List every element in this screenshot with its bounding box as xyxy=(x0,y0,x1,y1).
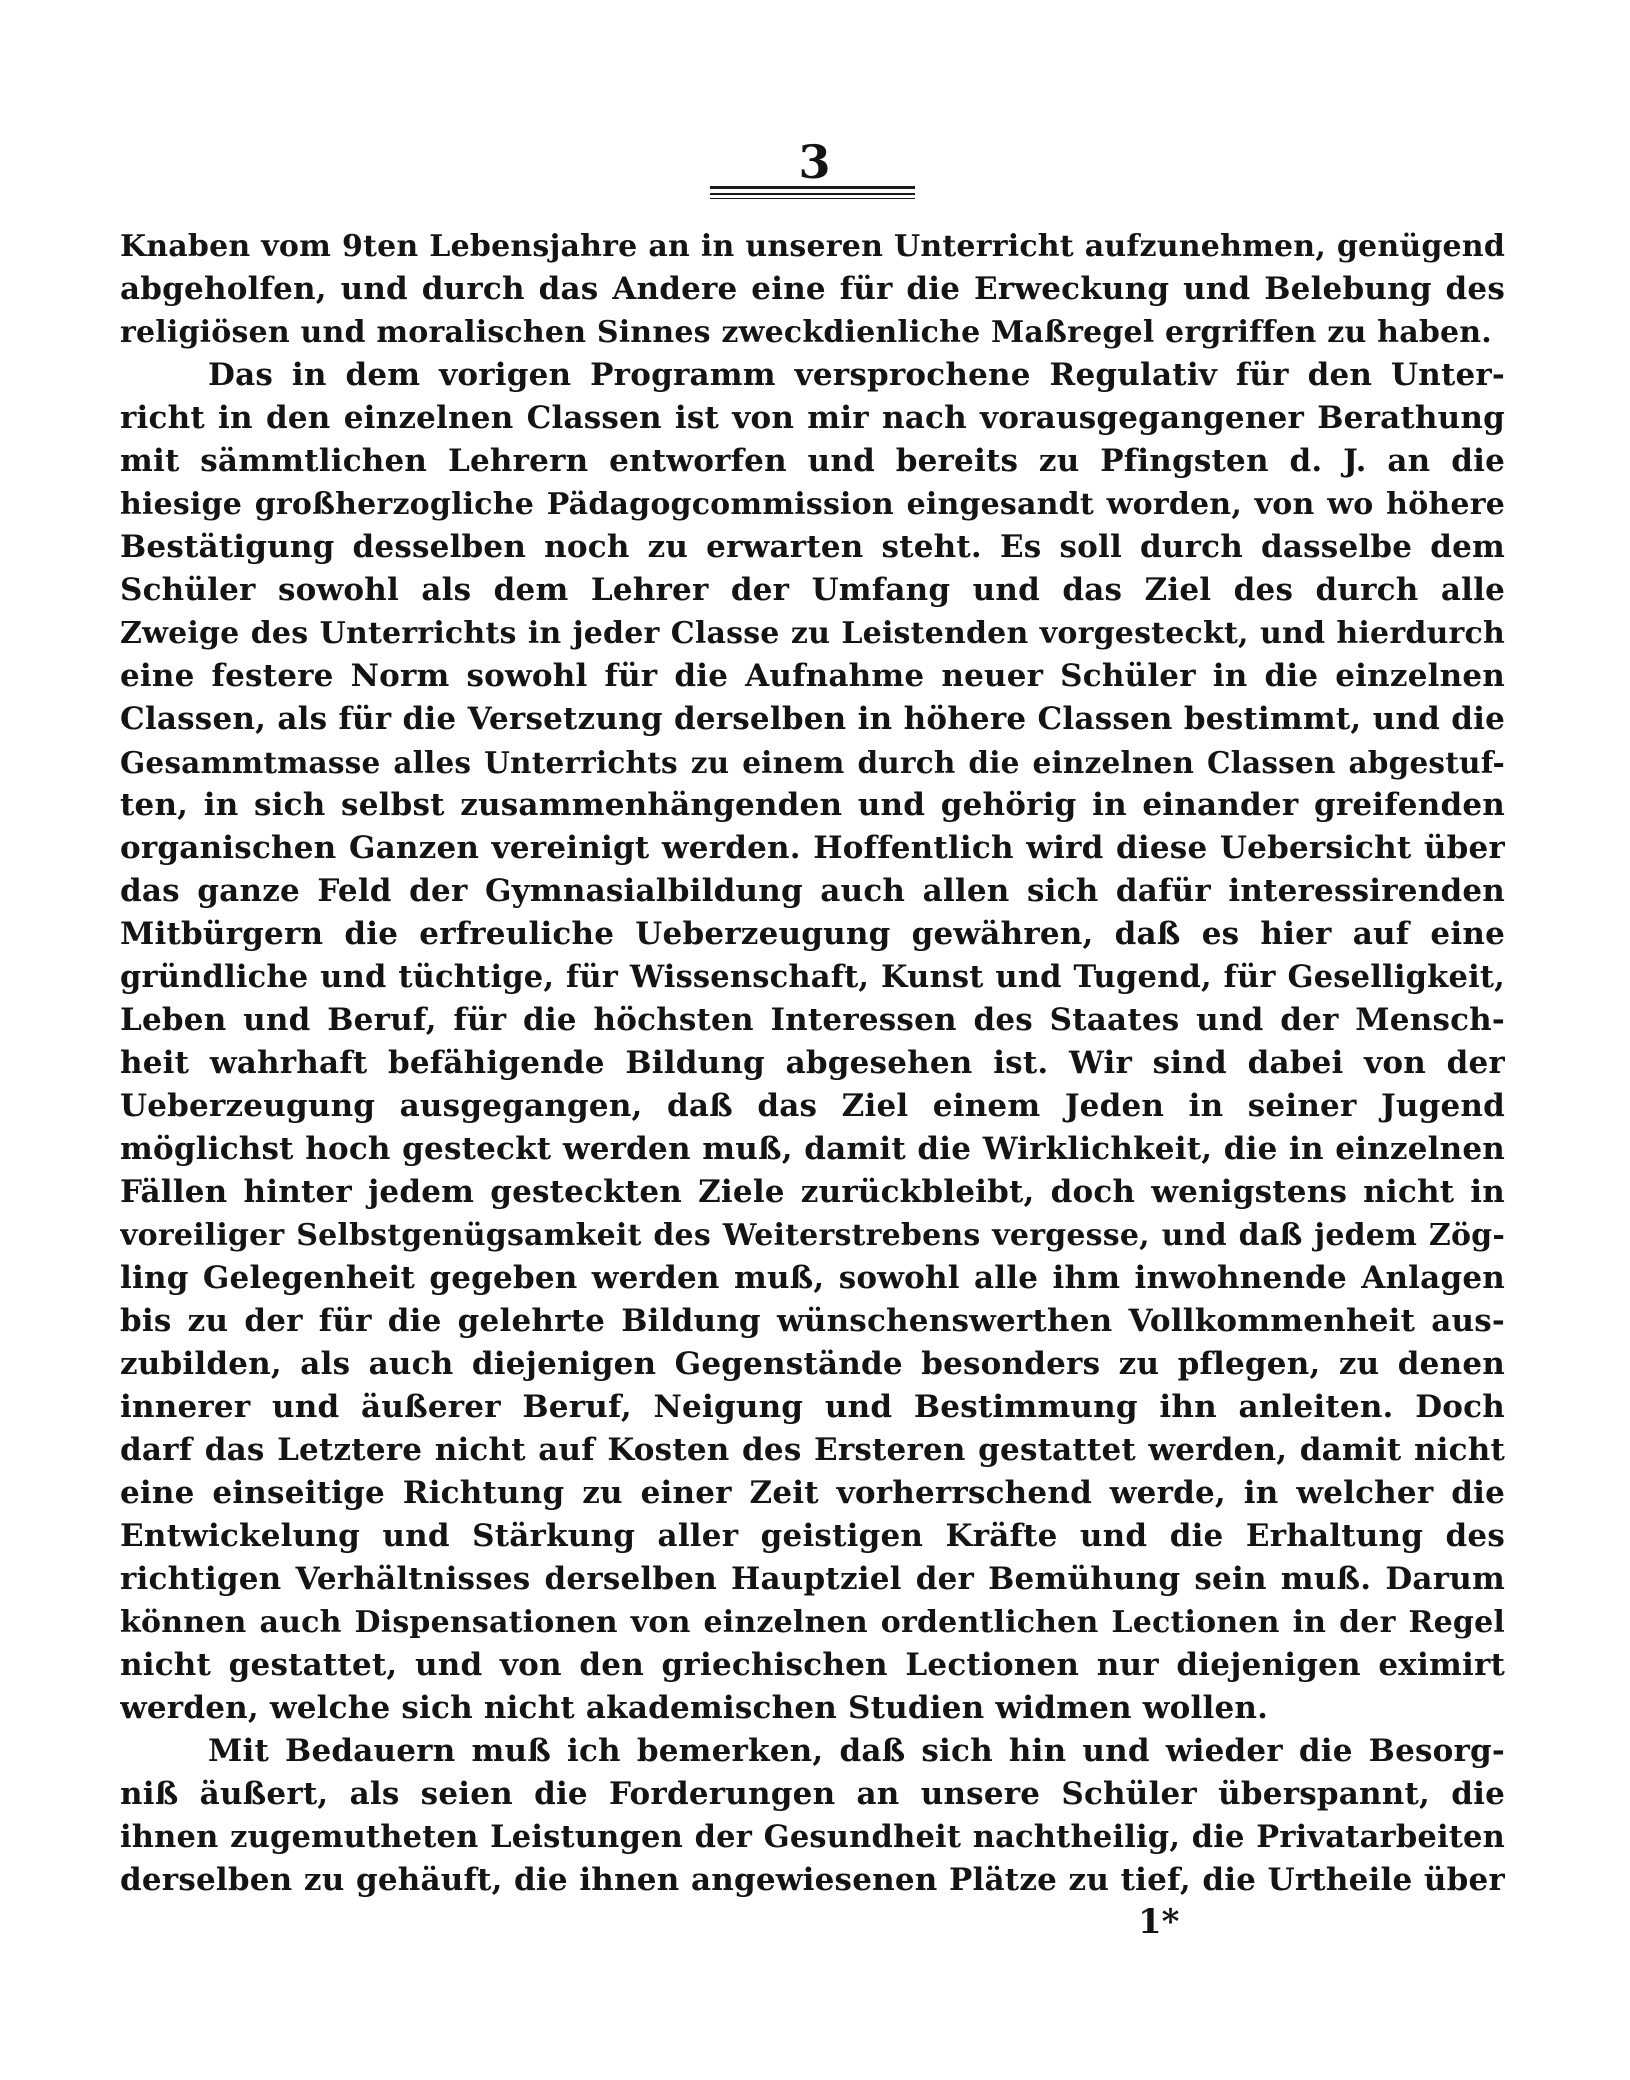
header-rule-thin xyxy=(710,198,915,199)
text-line: abgeholfen, und durch das Andere eine für die Erweckung und Belebung des xyxy=(120,271,1505,307)
text-line: das ganze Feld der Gymnasialbildung auch allen sich dafür interessirenden xyxy=(120,873,1505,909)
page-number: 3 xyxy=(798,135,832,189)
text-line: eine einseitige Richtung zu einer Zeit vorherrschend werde, in welcher die xyxy=(120,1475,1505,1511)
text-line: Fällen hinter jedem gesteckten Ziele zurückbleibt, doch wenigstens nicht in xyxy=(120,1174,1505,1210)
text-line: Ueberzeugung ausgegangen, daß das Ziel einem Jeden in seiner Jugend xyxy=(120,1088,1505,1124)
text-line: richt in den einzelnen Classen ist von mir nach vorausgegangener Berathung xyxy=(120,400,1505,436)
header-rule-thick xyxy=(710,186,915,189)
text-line: werden, welche sich nicht akademischen Studien widmen wollen. xyxy=(120,1690,1269,1726)
text-line: Bestätigung desselben noch zu erwarten steht. Es soll durch dasselbe dem xyxy=(120,529,1505,565)
text-line: voreiliger Selbstgenügsamkeit des Weiterstrebens vergesse, und daß jedem Zög- xyxy=(120,1218,1505,1253)
body-text xyxy=(120,225,1505,1902)
text-line: Mit Bedauern muß ich bemerken, daß sich hin und wieder die Besorg- xyxy=(208,1733,1505,1769)
text-line: religiösen und moralischen Sinnes zweckdienliche Maßregel ergriffen zu haben. xyxy=(120,315,1492,350)
text-line: hiesige großherzogliche Pädagogcommission eingesandt worden, von wo höhere xyxy=(120,487,1505,522)
text-line: können auch Dispensationen von einzelnen ordentlichen Lectionen in der Regel xyxy=(120,1605,1505,1640)
text-line: ten, in sich selbst zusammenhängenden und gehörig in einander greifenden xyxy=(120,787,1505,823)
text-line: organischen Ganzen vereinigt werden. Hoffentlich wird diese Uebersicht über xyxy=(120,830,1505,866)
text-line: niß äußert, als seien die Forderungen an unsere Schüler überspannt, die xyxy=(120,1776,1505,1812)
text-line: Leben und Beruf, für die höchsten Interessen des Staates und der Mensch- xyxy=(120,1002,1505,1038)
signature-mark: 1* xyxy=(1138,1902,1180,1942)
text-line: richtigen Verhältnisses derselben Hauptziel der Bemühung sein muß. Darum xyxy=(120,1561,1505,1597)
text-line: darf das Letztere nicht auf Kosten des Ersteren gestattet werden, damit nicht xyxy=(120,1432,1505,1468)
text-line: derselben zu gehäuft, die ihnen angewiesenen Plätze zu tief, die Urtheile über xyxy=(120,1862,1505,1898)
text-line: nicht gestattet, und von den griechischen Lectionen nur diejenigen eximirt xyxy=(120,1647,1505,1683)
text-line: Knaben vom 9ten Lebensjahre an in unseren Unterricht aufzunehmen, genügend xyxy=(120,229,1505,264)
text-line: mit sämmtlichen Lehrern entworfen und bereits zu Pfingsten d. J. an die xyxy=(120,443,1505,479)
text-line: zubilden, als auch diejenigen Gegenstände besonders zu pflegen, zu denen xyxy=(120,1346,1505,1382)
text-line: Entwickelung und Stärkung aller geistigen Kräfte und die Erhaltung des xyxy=(120,1518,1505,1554)
text-line: Mitbürgern die erfreuliche Ueberzeugung gewähren, daß es hier auf eine xyxy=(120,916,1505,952)
text-line: Zweige des Unterrichts in jeder Classe zu Leistenden vorgesteckt, und hierdurch xyxy=(120,616,1505,651)
text-line: Schüler sowohl als dem Lehrer der Umfang und das Ziel des durch alle xyxy=(120,572,1505,608)
text-line: ling Gelegenheit gegeben werden muß, sowohl alle ihm inwohnende Anlagen xyxy=(120,1260,1505,1296)
header-rule-middle xyxy=(710,193,915,195)
text-line: innerer und äußerer Beruf, Neigung und Bestimmung ihn anleiten. Doch xyxy=(120,1389,1505,1425)
text-line: heit wahrhaft befähigende Bildung abgesehen ist. Wir sind dabei von der xyxy=(120,1045,1505,1081)
text-line: Classen, als für die Versetzung derselben in höhere Classen bestimmt, und die xyxy=(120,701,1505,737)
text-line: Gesammtmasse alles Unterrichts zu einem durch die einzelnen Classen abgestuf- xyxy=(120,745,1505,780)
text-line: Das in dem vorigen Programm versprochene Regulativ für den Unter- xyxy=(208,357,1505,393)
text-line: gründliche und tüchtige, für Wissenschaft, Kunst und Tugend, für Geselligkeit, xyxy=(120,959,1505,995)
text-line: bis zu der für die gelehrte Bildung wünschenswerthen Vollkommenheit aus- xyxy=(120,1303,1505,1339)
text-line: möglichst hoch gesteckt werden muß, damit die Wirklichkeit, die in einzelnen xyxy=(120,1131,1505,1167)
text-line: ihnen zugemutheten Leistungen der Gesundheit nachtheilig, die Privatarbeiten xyxy=(120,1819,1505,1855)
text-line: eine festere Norm sowohl für die Aufnahme neuer Schüler in die einzelnen xyxy=(120,658,1505,694)
